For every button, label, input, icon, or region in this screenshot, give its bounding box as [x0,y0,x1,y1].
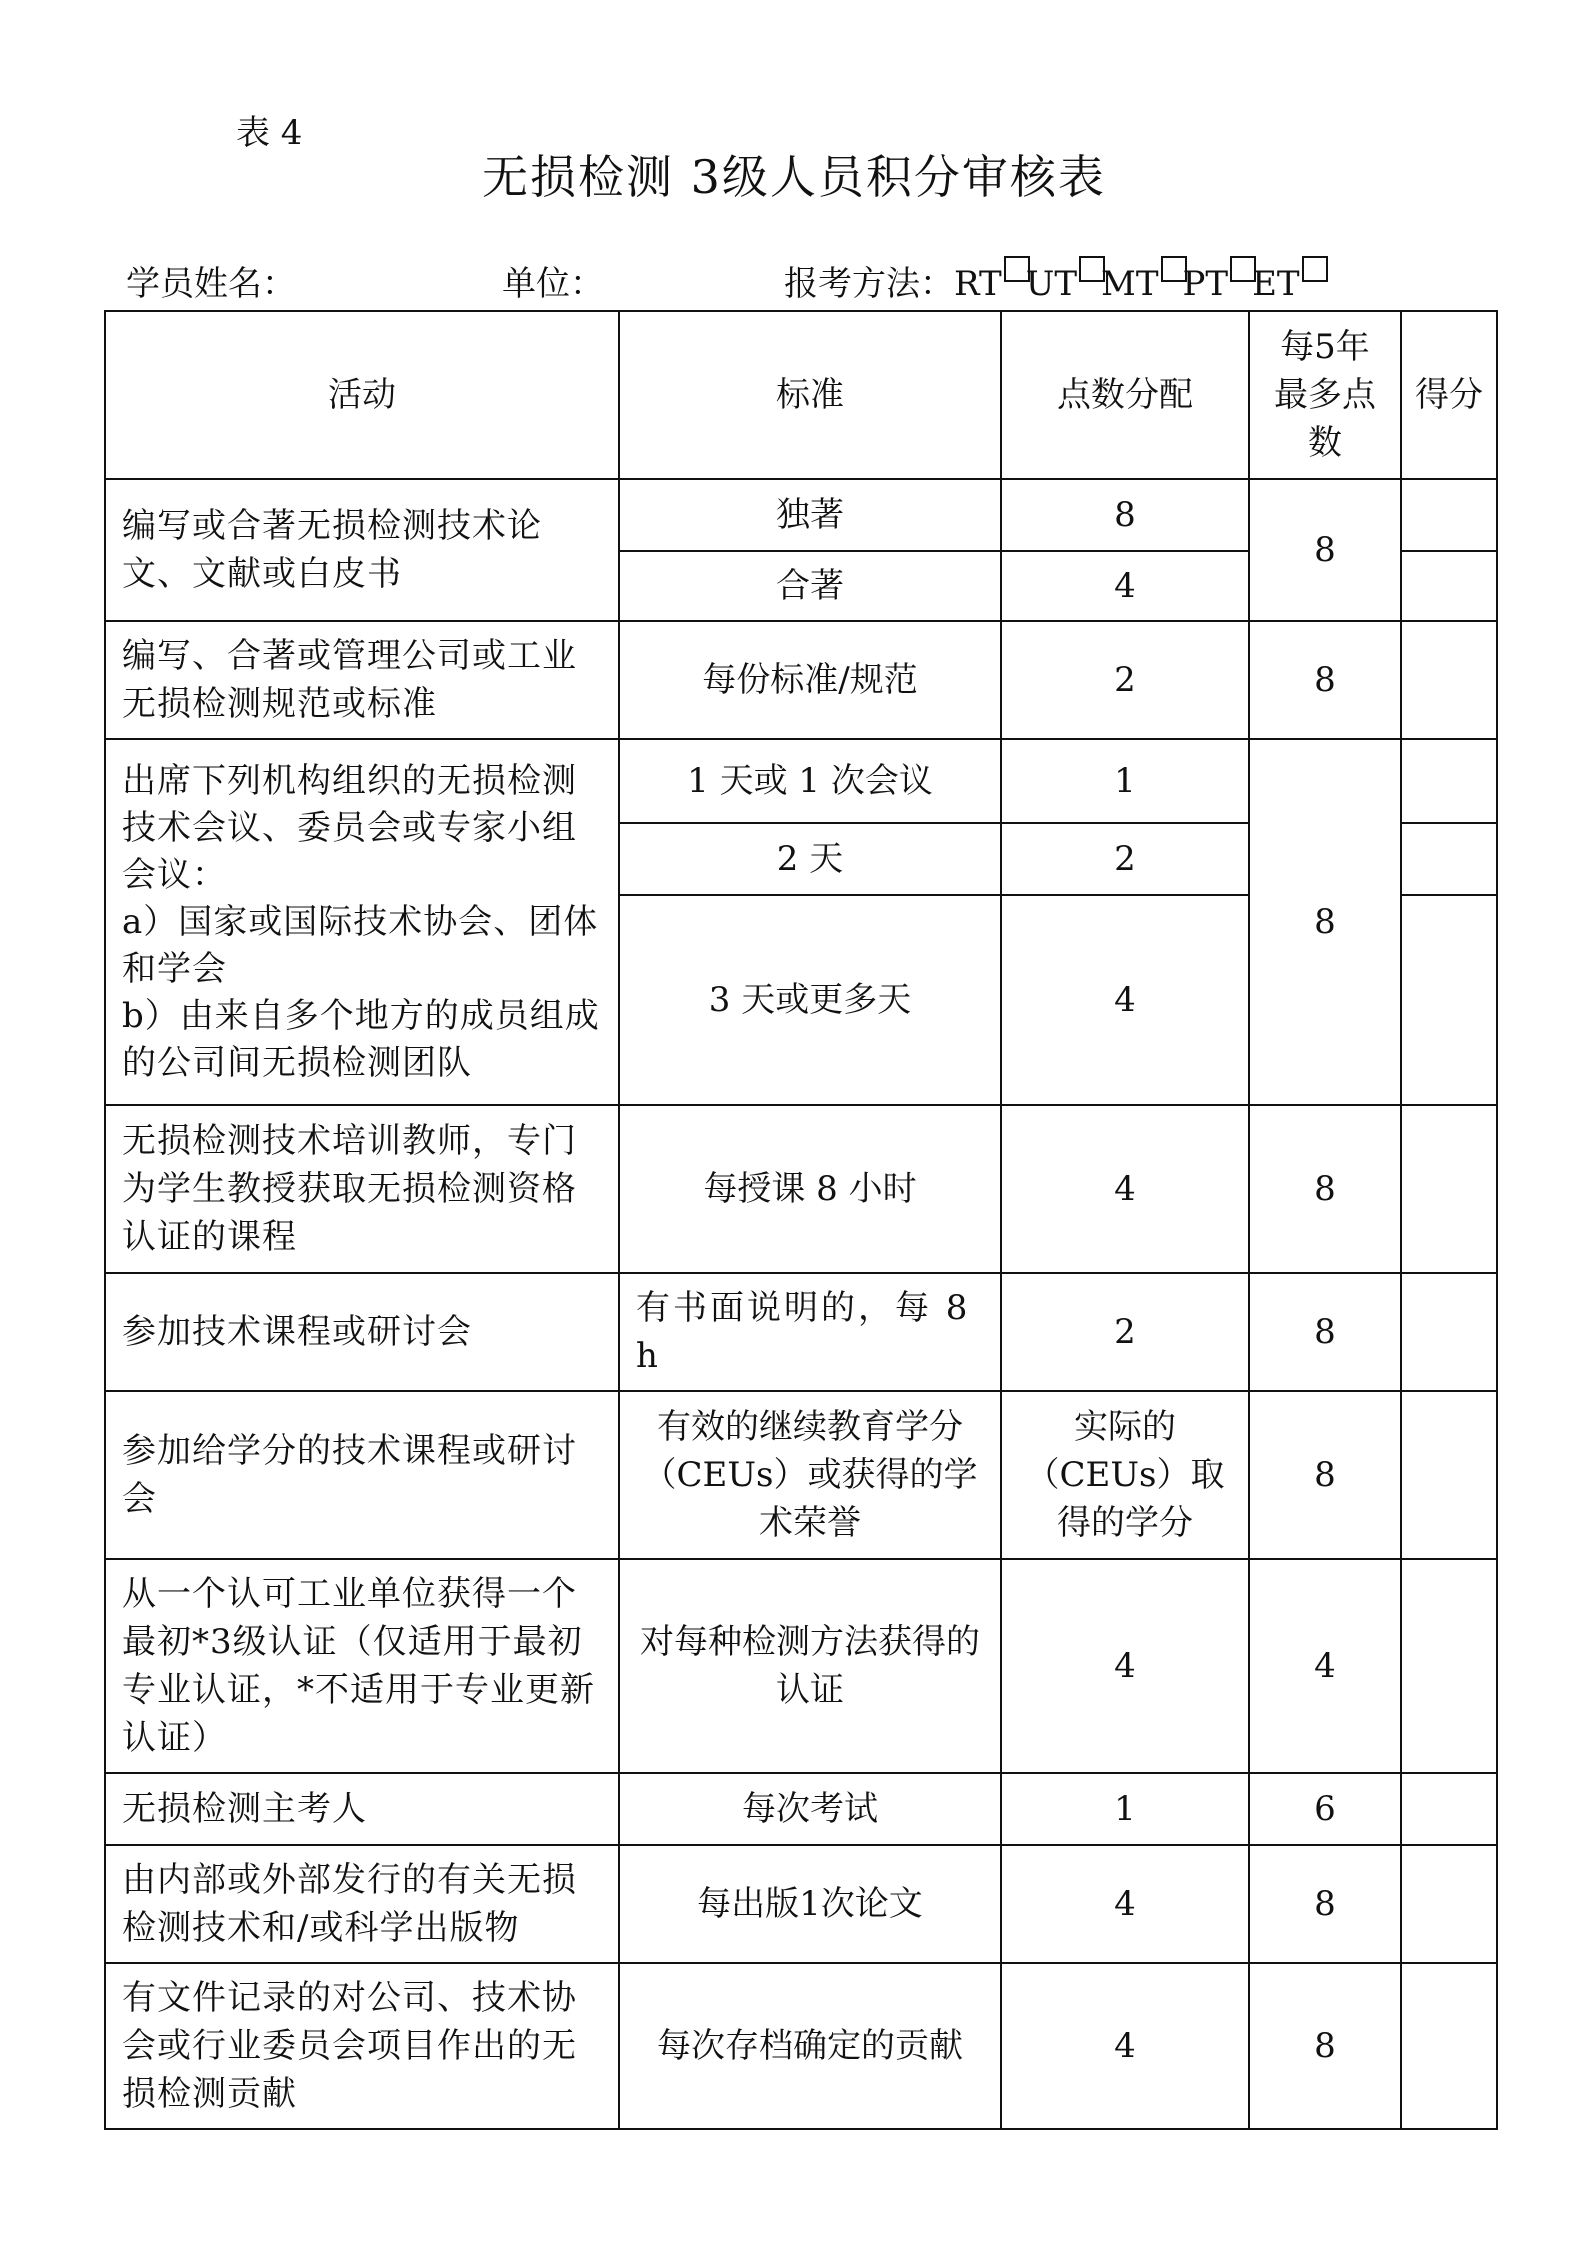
score-cell[interactable] [1401,1963,1497,2129]
score-cell[interactable] [1401,823,1497,895]
score-cell[interactable] [1401,621,1497,739]
activity-cell [105,739,619,1105]
points-cell: 1 [1001,1773,1249,1845]
score-cell[interactable] [1401,895,1497,1105]
max-points-cell: 8 [1249,621,1401,739]
max-points-cell: 8 [1249,739,1401,1105]
activity-cell: 由内部或外部发行的有关无损检测技术和/或科学出版物 [105,1845,619,1963]
points-cell: 1 [1001,739,1249,823]
standard-cell: 每出版1次论文 [619,1845,1001,1963]
max-points-cell: 8 [1249,1273,1401,1391]
points-cell: 4 [1001,551,1249,621]
table-row [105,1773,1497,1845]
credit-table [104,310,1498,2130]
points-cell: 4 [1001,1105,1249,1273]
max-points-cell: 8 [1249,1391,1401,1559]
max-points-cell: 8 [1249,1963,1401,2129]
points-cell: 4 [1001,1559,1249,1773]
score-cell[interactable] [1401,1773,1497,1845]
activity-cell: 参加技术课程或研讨会 [105,1273,619,1391]
standard-cell: 合著 [619,551,1001,621]
activity-cell: 无损检测技术培训教师，专门为学生教授获取无损检测资格认证的课程 [105,1105,619,1273]
method-option-ut[interactable]: UT [1026,264,1077,304]
score-cell[interactable] [1401,739,1497,823]
unit-label: 单位： [502,264,604,304]
points-cell: 2 [1001,1273,1249,1391]
method-option-rt[interactable]: RT [954,264,1002,304]
table-row [105,739,1497,823]
activity-cell: 编写或合著无损检测技术论文、文献或白皮书 [105,479,619,621]
table-row [105,1845,1497,1963]
score-cell[interactable] [1401,551,1497,621]
checkbox-et[interactable] [1302,256,1328,282]
table-number: 表 4 [236,113,303,153]
method-label [784,256,1300,305]
page-title: 无损检测 3级人员积分审核表 [482,150,1106,204]
activity-cell: 从一个认可工业单位获得一个最初*3级认证（仅适用于最初专业认证，*不适用于专业更新认证） [105,1559,619,1773]
activity-cell: 无损检测主考人 [105,1773,619,1845]
points-cell: 4 [1001,1845,1249,1963]
table-row [105,1963,1497,2129]
standard-cell: 有书面说明的，每 8 h [619,1273,1001,1391]
header-points: 点数分配 [1001,311,1249,479]
header-score: 得分 [1401,311,1497,479]
table-header-row [105,311,1497,479]
activity-cell: 有文件记录的对公司、技术协会或行业委员会项目作出的无损检测贡献 [105,1963,619,2129]
score-cell[interactable] [1401,1559,1497,1773]
score-cell[interactable] [1401,1391,1497,1559]
standard-cell: 每次考试 [619,1773,1001,1845]
score-cell[interactable] [1401,1105,1497,1273]
score-cell[interactable] [1401,1845,1497,1963]
max-points-cell: 6 [1249,1773,1401,1845]
table-row [105,1273,1497,1391]
points-cell: 4 [1001,1963,1249,2129]
method-option-et[interactable]: ET [1252,264,1300,304]
header-activity: 活动 [105,311,619,479]
method-option-mt[interactable]: MT [1101,264,1159,304]
method-option-pt[interactable]: PT [1183,264,1229,304]
table-row [105,1105,1497,1273]
standard-cell: 每份标准/规范 [619,621,1001,739]
standard-cell: 3 天或更多天 [619,895,1001,1105]
standard-cell: 2 天 [619,823,1001,895]
points-cell: 2 [1001,621,1249,739]
standard-cell: 有效的继续教育学分（CEUs）或获得的学术荣誉 [619,1391,1001,1559]
student-name-label: 学员姓名： [126,264,296,304]
points-cell: 2 [1001,823,1249,895]
standard-cell: 对每种检测方法获得的认证 [619,1559,1001,1773]
standard-cell: 1 天或 1 次会议 [619,739,1001,823]
table-row [105,1559,1497,1773]
score-cell[interactable] [1401,1273,1497,1391]
activity-text: 出席下列机构组织的无损检测技术会议、委员会或专家小组会议： [122,760,577,895]
activity-cell: 参加给学分的技术课程或研讨会 [105,1391,619,1559]
max-points-cell: 4 [1249,1559,1401,1773]
max-points-cell: 8 [1249,479,1401,621]
table-row [105,1391,1497,1559]
checkbox-rt[interactable] [1004,256,1030,282]
table-row [105,479,1497,551]
info-line [126,256,1496,304]
standard-cell: 每次存档确定的贡献 [619,1963,1001,2129]
points-cell: 8 [1001,479,1249,551]
header-max-points: 每5年最多点数 [1249,311,1401,479]
activity-cell: 编写、合著或管理公司或工业无损检测规范或标准 [105,621,619,739]
activity-text-a: a）国家或国际技术协会、团体和学会 [122,901,599,989]
max-points-cell: 8 [1249,1845,1401,1963]
table-row [105,621,1497,739]
standard-cell: 每授课 8 小时 [619,1105,1001,1273]
method-label-text: 报考方法： [784,264,954,304]
points-cell: 4 [1001,895,1249,1105]
score-cell[interactable] [1401,479,1497,551]
max-points-cell: 8 [1249,1105,1401,1273]
activity-text-b: b）由来自多个地方的成员组成的公司间无损检测团队 [122,995,600,1083]
checkbox-ut[interactable] [1079,256,1105,282]
points-cell: 实际的（CEUs）取得的学分 [1001,1391,1249,1559]
checkbox-pt[interactable] [1230,256,1256,282]
standard-cell: 独著 [619,479,1001,551]
header-standard: 标准 [619,311,1001,479]
checkbox-mt[interactable] [1161,256,1187,282]
